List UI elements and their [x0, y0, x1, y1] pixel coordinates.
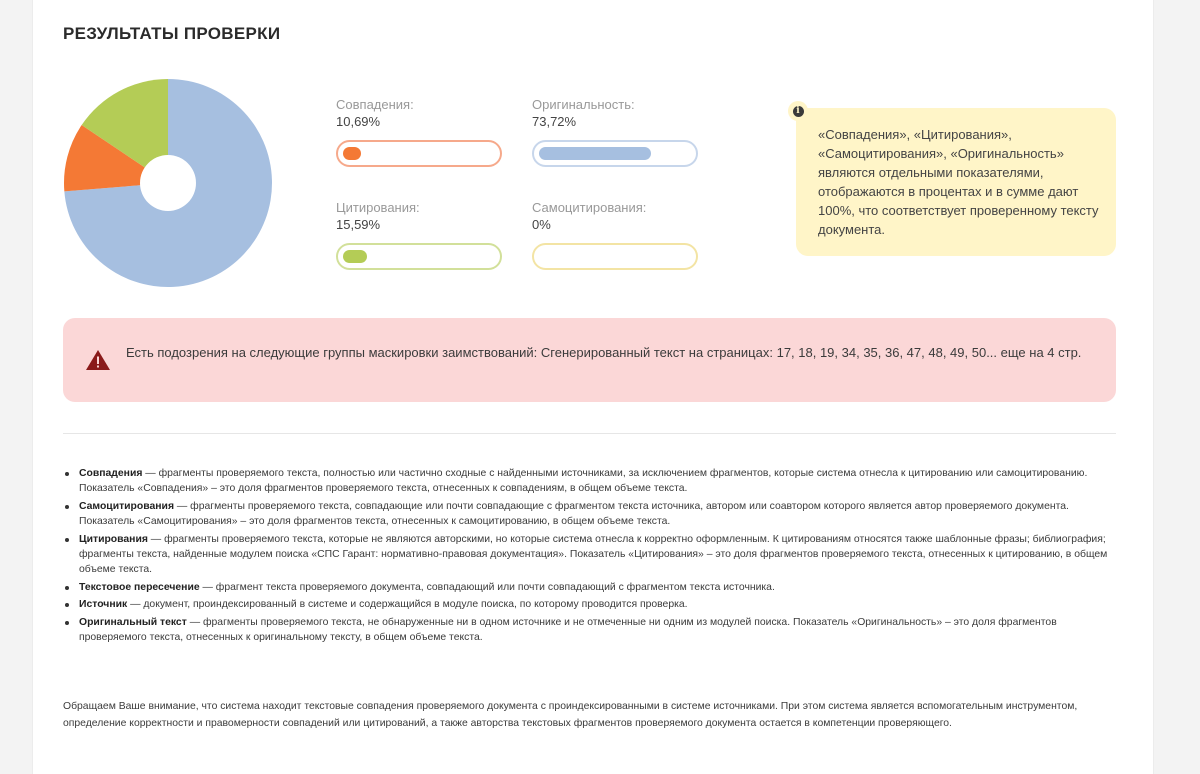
definition-term: Цитирования	[79, 533, 148, 545]
definition-term: Текстовое пересечение	[79, 581, 200, 593]
page-title: РЕЗУЛЬТАТЫ ПРОВЕРКИ	[63, 24, 281, 43]
metric-citations-label: Цитирования:	[336, 200, 420, 215]
metric-citations-bar-fill	[343, 250, 367, 263]
info-icon: i	[788, 101, 808, 121]
disclaimer-note: Обращаем Ваше внимание, что система находит текстовые совпадения проверяемого документа с проиндексированными в системе источниками. При этом система является вспомогательным инструментом, определение корректности и правомерности совпадений или цитирований, а также авторства текстовых фрагментов проверяемого документа остается в компетенции проверяющего.	[63, 701, 1078, 729]
metric-originality	[532, 97, 700, 167]
definition-item	[63, 499, 1113, 530]
definition-item	[63, 615, 1113, 646]
definition-item	[63, 597, 1113, 612]
results-card	[32, 0, 1154, 774]
metric-selfcitations-label: Самоцитирования:	[532, 200, 647, 215]
definition-term: Источник	[79, 599, 128, 611]
masking-alert-text: Есть подозрения на следующие группы маскировки заимствований: Сгенерированный текст на страницах: 17, 18, 19, 34, 35, 36, 47, 48, 49, 50... еще на 4 стр.	[126, 345, 1082, 360]
definition-desc: — фрагменты проверяемого текста, которые не являются авторскими, но которые система отнесла к корректно оформленным. К цитированиям относятся также шаблонные фразы; библиография; фрагменты текста, найденные модулем поиска «СПС Гарант: нормативно-правовая документация». Показатель «Цитирования» – это доля фрагментов проверяемого текста, отнесенных к цитированию, в общем объеме текста.	[79, 533, 1108, 576]
metric-citations-bar	[336, 243, 502, 270]
metric-selfcitations	[532, 200, 700, 270]
definition-desc: — фрагменты проверяемого текста, совпадающие или почти совпадающие с фрагментом текста источника, автором или соавтором которого является автор проверяемого документа. Показатель «Самоцитирования» – это доля фрагментов текста, отнесенных к самоцитированию, в общем объеме текста.	[79, 500, 1069, 528]
metric-selfcitations-bar	[532, 243, 698, 270]
metric-matches-value: 10,69%	[336, 114, 381, 129]
definition-desc: — документ, проиндексированный в системе и содержащийся в модуле поиска, по которому проводится проверка.	[127, 599, 688, 611]
definition-term: Совпадения	[79, 468, 143, 479]
info-note-text: «Совпадения», «Цитирования», «Самоцитирования», «Оригинальность» являются отдельными показателями, отображаются в процентах и в сумме дают 100%, что соответствует проверенному тексту документа.	[818, 127, 1099, 237]
metric-citations	[336, 200, 504, 270]
definition-desc: — фрагмент текста проверяемого документа, совпадающий или почти совпадающий с фрагментом текста источника.	[199, 581, 775, 593]
metric-matches-bar-fill	[343, 147, 361, 160]
divider	[63, 433, 1116, 434]
metric-citations-value: 15,59%	[336, 217, 381, 232]
results-pie-chart	[61, 76, 275, 290]
warning-icon	[85, 349, 111, 371]
metric-originality-bar-fill	[539, 147, 651, 160]
definition-item	[63, 532, 1113, 578]
pie-center-hole	[140, 155, 196, 211]
definition-term: Самоцитирования	[79, 500, 175, 512]
definition-desc: — фрагменты проверяемого текста, полностью или частично сходные с найденными источниками, за исключением фрагментов, которые система отнесла к цитированию или самоцитированию. Показатель «Совпадения» – это доля фрагментов проверяемого текста, отнесенных к совпадениям, в общем объеме текста.	[79, 468, 1088, 495]
metric-originality-bar	[532, 140, 698, 167]
definition-desc: — фрагменты проверяемого текста, не обнаруженные ни в одном источнике и не отмеченные ни одним из модулей поиска. Показатель «Оригинальность» – это доля фрагментов проверяемого текста, отнесенных к оригинальному тексту, в общем объеме текста.	[79, 616, 1057, 644]
definitions-list	[63, 466, 1113, 647]
masking-alert	[63, 318, 1116, 402]
info-note	[796, 105, 1116, 256]
metric-originality-value: 73,72%	[532, 114, 577, 129]
metric-selfcitations-value: 0%	[532, 217, 551, 232]
metric-matches-bar	[336, 140, 502, 167]
definition-term: Оригинальный текст	[79, 616, 187, 628]
metric-matches	[336, 97, 504, 167]
metric-matches-label: Совпадения:	[336, 97, 414, 112]
definition-item	[63, 580, 1113, 595]
metric-originality-label: Оригинальность:	[532, 97, 635, 112]
definition-item	[63, 466, 1113, 497]
